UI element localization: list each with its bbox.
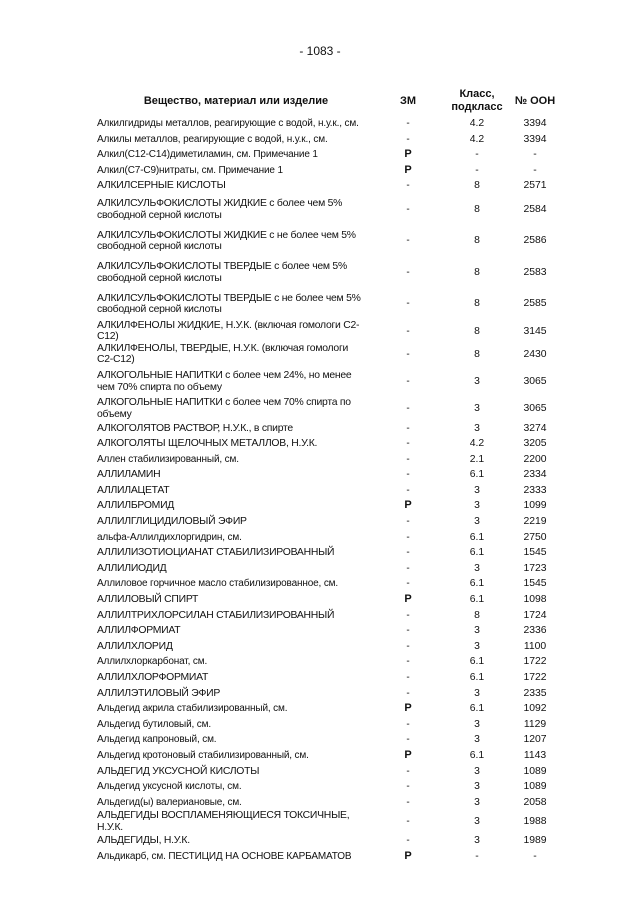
table-row [97,717,567,733]
marine-pollutant-mark: - [406,266,410,278]
substance-name: Альдикарб, см. ПЕСТИЦИД НА ОСНОВЕ КАРБАМАТОВ [97,850,352,862]
table-row [97,397,567,420]
hazard-class: 3 [474,640,480,652]
un-number: - [533,850,537,862]
substance-name: АЛЛИЛОВЫЙ СПИРТ [97,594,199,606]
un-number: - [533,149,537,161]
un-number: 2336 [523,625,547,637]
table-row [97,288,567,320]
marine-pollutant-mark: - [406,718,410,730]
substance-name: Альдегид(ы) валериановые, см. [97,796,242,808]
table-row [97,420,567,436]
substance-name: АЛЛИЛИЗОТИОЦИАНАТ СТАБИЛИЗИРОВАННЫЙ [97,547,335,559]
table-body [97,116,567,865]
un-number: 3394 [523,118,547,130]
un-number: 2335 [523,687,547,699]
un-number: 1129 [523,718,547,730]
table-row [97,498,567,514]
un-number: 2571 [523,180,547,192]
un-number: 1722 [523,656,547,668]
un-number: 2430 [523,348,547,360]
marine-pollutant-mark: P [404,748,412,761]
un-number: 2586 [523,235,547,247]
hazard-class: - [475,149,479,161]
marine-pollutant-mark: - [406,796,410,808]
marine-pollutant-mark: - [406,734,410,746]
table-row [97,545,567,561]
marine-pollutant-mark: - [406,625,410,637]
header-class: Класс, подкласс [451,88,503,113]
marine-pollutant-mark: - [406,203,410,215]
table-row [97,849,567,865]
table-row [97,654,567,670]
un-number: 2333 [523,484,547,496]
un-number: 1545 [523,547,547,559]
un-number: 2058 [523,796,547,808]
hazard-class: 3 [474,484,480,496]
un-number: 1089 [523,781,547,793]
substance-name: альфа-Аллилдихлоргидрин, см. [97,531,242,543]
substance-name: АЛКОГОЛЯТОВ РАСТВОР, Н.У.К., в спирте [97,422,293,434]
un-number: - [533,164,537,176]
hazard-class: 4.2 [469,133,485,145]
hazard-class: 8 [474,325,480,337]
substance-name: АЛЛИЛАМИН [97,469,161,481]
hazard-class: 8 [474,180,480,192]
hazard-class: 3 [474,687,480,699]
un-number: 1089 [523,765,547,777]
table-row [97,257,567,289]
table-row [97,163,567,179]
substance-name: АЛЬДЕГИД УКСУСНОЙ КИСЛОТЫ [97,765,260,777]
un-number: 2334 [523,469,547,481]
un-number: 2219 [523,516,547,528]
hazard-class: 3 [474,816,480,828]
marine-pollutant-mark: P [404,163,412,176]
table-row [97,452,567,468]
substance-table [97,86,567,865]
header-zm: ЗМ [399,95,417,107]
substance-name: АЛКИЛСУЛЬФОКИСЛОТЫ ЖИДКИЕ с более чем 5% свободной серной кислоты [97,198,343,221]
table-row [97,561,567,577]
hazard-class: - [475,850,479,862]
substance-name: АЛЛИЛИОДИД [97,562,167,574]
table-row [97,576,567,592]
marine-pollutant-mark: - [406,835,410,847]
table-row [97,670,567,686]
hazard-class: 6.1 [469,578,485,590]
marine-pollutant-mark: - [406,672,410,684]
un-number: 2584 [523,203,547,215]
hazard-class: 4.2 [469,118,485,130]
marine-pollutant-mark: P [404,849,412,862]
substance-name: Альдегид бутиловый, см. [97,718,211,730]
marine-pollutant-mark: - [406,422,410,434]
un-number: 1092 [523,703,547,715]
substance-name: АЛЬДЕГИДЫ, Н.У.К. [97,835,190,847]
table-row [97,639,567,655]
un-number: 1098 [523,594,547,606]
marine-pollutant-mark: P [404,702,412,715]
un-number: 1207 [523,734,547,746]
hazard-class: 2.1 [469,453,485,465]
hazard-class: 3 [474,500,480,512]
un-number: 2585 [523,298,547,310]
substance-name: АЛЛИЛАЦЕТАТ [97,484,170,496]
table-row [97,686,567,702]
marine-pollutant-mark: - [406,118,410,130]
header-un: № ООН [514,95,556,107]
marine-pollutant-mark: - [406,547,410,559]
marine-pollutant-mark: - [406,609,410,621]
un-number: 1545 [523,578,547,590]
table-row [97,795,567,811]
un-number: 3145 [523,325,547,337]
substance-name: Альдегид кротоновый стабилизированный, см. [97,749,309,761]
marine-pollutant-mark: - [406,640,410,652]
substance-name: Альдегид уксусной кислоты, см. [97,781,242,793]
marine-pollutant-mark: - [406,325,410,337]
hazard-class: 8 [474,348,480,360]
marine-pollutant-mark: - [406,375,410,387]
header-name: Вещество, материал или изделие [143,95,329,107]
un-number: 3394 [523,133,547,145]
un-number: 2750 [523,531,547,543]
marine-pollutant-mark: - [406,562,410,574]
hazard-class: 3 [474,765,480,777]
marine-pollutant-mark: - [406,438,410,450]
hazard-class: - [475,164,479,176]
table-row [97,436,567,452]
un-number: 3065 [523,403,547,415]
substance-name: Алкил(C12-C14)диметиламин, см. Примечание 1 [97,149,318,161]
table-row [97,320,567,343]
substance-name: АЛКОГОЛЬНЫЕ НАПИТКИ с более чем 24%, но менее чем 70% спирта по объему [97,370,352,393]
substance-name: АЛКИЛСУЛЬФОКИСЛОТЫ ТВЕРДЫЕ с не более чем 5% свободной серной кислоты [97,292,361,316]
un-number: 3205 [523,438,547,450]
hazard-class: 3 [474,781,480,793]
table-row [97,147,567,163]
substance-name: Аллиловое горчичное масло стабилизированное, см. [97,578,339,590]
marine-pollutant-mark: - [406,765,410,777]
marine-pollutant-mark: - [406,403,410,415]
marine-pollutant-mark: - [406,484,410,496]
hazard-class: 8 [474,203,480,215]
un-number: 3065 [523,375,547,387]
hazard-class: 3 [474,516,480,528]
marine-pollutant-mark: P [404,593,412,606]
substance-name: АЛКОГОЛЯТЫ ЩЕЛОЧНЫХ МЕТАЛЛОВ, Н.У.К. [97,438,318,450]
marine-pollutant-mark: - [406,687,410,699]
table-header [97,86,567,116]
substance-name: АЛЛИЛЭТИЛОВЫЙ ЭФИР [97,687,221,699]
un-number: 1988 [523,816,547,828]
substance-name: АЛКОГОЛЬНЫЕ НАПИТКИ с более чем 70% спирта по объему [97,397,351,420]
table-row [97,701,567,717]
table-row [97,483,567,499]
substance-name: Альдегид капроновый, см. [97,734,217,746]
substance-name: Альдегид акрила стабилизированный, см. [97,703,288,715]
hazard-class: 6.1 [469,469,485,481]
substance-name: АЛКИЛСУЛЬФОКИСЛОТЫ ЖИДКИЕ с не более чем 5% свободной серной кислоты [97,229,356,253]
un-number: 1100 [523,640,547,652]
marine-pollutant-mark: - [406,298,410,310]
table-row [97,779,567,795]
un-number: 1143 [523,749,547,761]
marine-pollutant-mark: - [406,453,410,465]
table-row [97,732,567,748]
marine-pollutant-mark: - [406,781,410,793]
substance-name: АЛКИЛФЕНОЛЫ, ТВЕРДЫЕ, Н.У.К. (включая гомологи C2-C12) [97,342,349,366]
hazard-class: 3 [474,422,480,434]
marine-pollutant-mark: - [406,235,410,247]
hazard-class: 8 [474,235,480,247]
substance-name: Алкилгидриды металлов, реагирующие с водой, н.у.к., см. [97,118,359,130]
marine-pollutant-mark: - [406,469,410,481]
un-number: 2583 [523,266,547,278]
hazard-class: 8 [474,266,480,278]
un-number: 1989 [523,835,547,847]
substance-name: АЛКИЛСУЛЬФОКИСЛОТЫ ТВЕРДЫЕ с более чем 5% свободной серной кислоты [97,261,347,284]
un-number: 1099 [523,500,547,512]
table-row [97,178,567,194]
table-row [97,514,567,530]
hazard-class: 8 [474,298,480,310]
hazard-class: 3 [474,734,480,746]
marine-pollutant-mark: - [406,578,410,590]
marine-pollutant-mark: - [406,516,410,528]
table-row [97,592,567,608]
table-row [97,343,567,366]
marine-pollutant-mark: - [406,656,410,668]
un-number: 1724 [523,609,547,621]
table-row [97,116,567,132]
marine-pollutant-mark: P [404,148,412,161]
table-row [97,225,567,257]
hazard-class: 8 [474,609,480,621]
hazard-class: 4.2 [469,438,485,450]
substance-name: АЛЛИЛБРОМИД [97,500,175,512]
un-number: 1723 [523,562,547,574]
table-row [97,833,567,849]
page-number: - 1083 - [299,44,341,58]
un-number: 1722 [523,672,547,684]
hazard-class: 3 [474,718,480,730]
hazard-class: 6.1 [469,656,485,668]
un-number: 2200 [523,453,547,465]
hazard-class: 3 [474,403,480,415]
substance-name: Аллилхлоркарбонат, см. [97,656,208,668]
hazard-class: 3 [474,625,480,637]
marine-pollutant-mark: P [404,499,412,512]
table-row [97,810,567,833]
table-row [97,748,567,764]
hazard-class: 3 [474,835,480,847]
substance-name: Аллен стабилизированный, см. [97,453,239,465]
hazard-class: 6.1 [469,547,485,559]
hazard-class: 6.1 [469,672,485,684]
table-row [97,764,567,780]
hazard-class: 6.1 [469,594,485,606]
marine-pollutant-mark: - [406,531,410,543]
marine-pollutant-mark: - [406,180,410,192]
marine-pollutant-mark: - [406,133,410,145]
table-row [97,366,567,398]
substance-name: АЛЛИЛХЛОРФОРМИАТ [97,672,209,684]
table-row [97,608,567,624]
table-row [97,623,567,639]
hazard-class: 3 [474,375,480,387]
table-row [97,530,567,546]
substance-name: АЛКИЛСЕРНЫЕ КИСЛОТЫ [97,180,226,192]
marine-pollutant-mark: - [406,348,410,360]
substance-name: АЛЛИЛГЛИЦИДИЛОВЫЙ ЭФИР [97,516,247,528]
marine-pollutant-mark: - [406,816,410,828]
substance-name: Алкил(C7-C9)нитраты, см. Примечание 1 [97,164,283,176]
substance-name: Алкилы металлов, реагирующие с водой, н.у.к., см. [97,133,328,145]
hazard-class: 6.1 [469,749,485,761]
hazard-class: 6.1 [469,531,485,543]
hazard-class: 3 [474,562,480,574]
hazard-class: 3 [474,796,480,808]
substance-name: АЛЬДЕГИДЫ ВОСПЛАМЕНЯЮЩИЕСЯ ТОКСИЧНЫЕ, Н.У.К. [97,810,350,833]
substance-name: АЛКИЛФЕНОЛЫ ЖИДКИЕ, Н.У.К. (включая гомологи C2-C12) [97,319,360,343]
table-row [97,467,567,483]
table-row [97,194,567,226]
hazard-class: 6.1 [469,703,485,715]
substance-name: АЛЛИЛФОРМИАТ [97,625,181,637]
table-row [97,132,567,148]
substance-name: АЛЛИЛТРИХЛОРСИЛАН СТАБИЛИЗИРОВАННЫЙ [97,609,335,621]
un-number: 3274 [523,422,547,434]
substance-name: АЛЛИЛХЛОРИД [97,640,173,652]
